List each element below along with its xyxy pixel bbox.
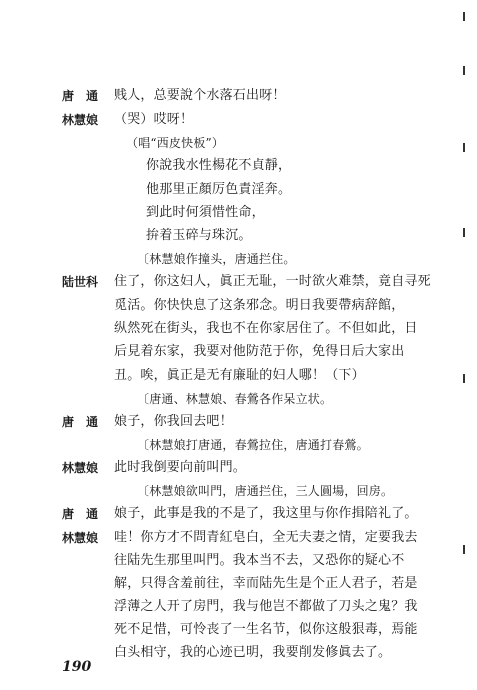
speaker-name: 陆世科 — [62, 275, 99, 289]
dialogue-line: 哇！你方才不問青紅皂白，全无夫妻之情，定要我去 — [114, 530, 418, 545]
speaker-name: 林慧娘 — [62, 113, 99, 127]
edge-mark — [463, 66, 465, 75]
edge-mark — [463, 545, 465, 554]
speaker-name: 林慧娘 — [62, 461, 99, 475]
speaker-name: 唐 通 — [62, 507, 99, 521]
dialogue-line: 此时我倒要向前叫門。 — [114, 460, 247, 475]
text-line: 他那里正顏厉色責淫奔。 — [146, 182, 292, 197]
text-line: 到此时何須惜性命， — [146, 205, 265, 220]
text-line: （唱“西皮快板”） — [126, 136, 225, 150]
text-line: 往陆先生那里叫門。我本当不去，又恐你的疑心不 — [114, 553, 405, 568]
speaker-name: 唐 通 — [62, 89, 99, 103]
stage-direction: 〔林慧娘打唐通，春鶯拉住，唐通打春鶯。 — [137, 438, 369, 452]
dialogue-line: （哭）哎呀！ — [114, 112, 194, 127]
text-line: 纵然死在街头，我也不在你家居住了。不但如此，日 — [114, 321, 418, 336]
text-line: 死不足惜，可怜丧了一生名节，似你这般狠毒，焉能 — [114, 622, 418, 637]
text-line: 后見着东家，我要对他防范于你，免得日后大家出 — [114, 344, 405, 359]
edge-mark — [463, 228, 465, 237]
edge-mark — [463, 12, 465, 21]
text-line: 丑。唉，眞正是无有廉耻的妇人哪！（下） — [114, 368, 365, 383]
text-line: 拚着玉碎与珠沉。 — [146, 228, 252, 243]
stage-direction: 〔林慧娘欲叫門，唐通拦住，三人圓場，回房。 — [137, 484, 394, 498]
speaker-name: 林慧娘 — [62, 531, 99, 545]
edge-mark — [463, 143, 465, 152]
speaker-name: 唐 通 — [62, 415, 99, 429]
text-line: 解，只得含羞前往，幸而陆先生是个正人君子，若是 — [114, 576, 418, 591]
stage-direction: 〔唐通、林慧娘、春鶯各作呆立状。 — [137, 392, 333, 406]
text-line: 白头相守，我的心迹已明，我要削发修眞去了。 — [114, 645, 392, 660]
edge-mark — [463, 374, 465, 383]
dialogue-line: 娘子，你我回去吧！ — [114, 414, 233, 429]
dialogue-line: 娘子，此事是我的不是了，我这里与你作揖陪礼了。 — [114, 506, 418, 521]
stage-direction: 〔林慧娘作撞头，唐通拦住。 — [137, 252, 296, 266]
dialogue-line: 住了，你这妇人，眞正无耻，一时欲火难禁，竟自寻死 — [114, 274, 431, 289]
text-line: 浮薄之人开了房門，我与他岂不都做了刀头之鬼？我 — [114, 599, 418, 614]
text-line: 觅活。你快快息了这条邪念。明日我要帶病辞館， — [114, 298, 405, 313]
text-line: 你說我水性楊花不貞靜， — [146, 158, 292, 173]
dialogue-line: 贱人，总要說个水落石出呀！ — [114, 88, 286, 103]
page-number: 190 — [62, 659, 92, 675]
